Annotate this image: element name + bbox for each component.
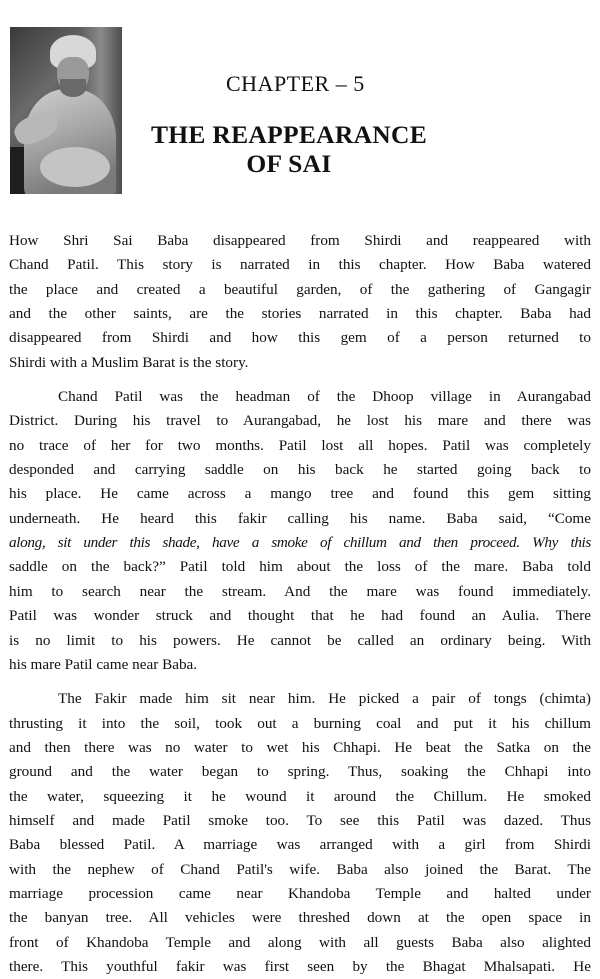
text-line: there. This youthful fakir was first seen by the Bhagat Mhalsapati. He bbox=[9, 957, 591, 975]
text-line: the water, squeezing it he wound it around the Chillum. He smoked bbox=[9, 787, 591, 805]
text-line: his mare Patil came near Baba. bbox=[9, 655, 198, 673]
sai-baba-portrait bbox=[10, 27, 122, 194]
chapter-title-line: OF SAI bbox=[246, 149, 332, 178]
text-line: his place. He came across a mango tree and found this gem sitting bbox=[9, 485, 591, 503]
text-line: Chand Patil. This story is narrated in this chapter. How Baba watered bbox=[9, 256, 591, 274]
text-line: District. During his travel to Aurangabad, he lost his mare and there was bbox=[9, 412, 591, 430]
paragraph-3 bbox=[9, 687, 591, 979]
text-line: no trace of her for two months. Patil lost all hopes. Patil was completely bbox=[9, 436, 591, 454]
text-line: The Fakir made him sit near him. He picked a pair of tongs (chimta) bbox=[58, 690, 591, 708]
paragraph-2 bbox=[9, 385, 591, 677]
text-line: disappeared from Shirdi and how this gem of a person returned to bbox=[9, 329, 591, 347]
text-line: front of Khandoba Temple and along with all guests Baba also alighted bbox=[9, 933, 591, 951]
text-line: and then there was no water to wet his Chhapi. He beat the Satka on the bbox=[9, 738, 591, 756]
text-line: and the other saints, are the stories narrated in this chapter. Baba had bbox=[9, 305, 591, 323]
text-line: the place and created a beautiful garden, of the gathering of Gangagir bbox=[9, 280, 591, 298]
text-line: marriage procession came near Khandoba Temple and halted under bbox=[9, 884, 591, 902]
text-line: Patil was wonder struck and thought that he had found an Aulia. There bbox=[9, 607, 591, 625]
text-line: desponded and carrying saddle on his back he started going back to bbox=[9, 461, 591, 479]
text-line: the banyan tree. All vehicles were threshed down at the open space in bbox=[9, 909, 591, 927]
chapter-body bbox=[9, 229, 591, 979]
text-line: him to search near the stream. And the mare was found immediately. bbox=[9, 582, 591, 600]
text-line: thrusting it into the soil, took out a burning coal and put it his chillum bbox=[9, 714, 591, 732]
text-line: along, sit under this shade, have a smoke of chillum and then proceed. Why this bbox=[9, 534, 591, 552]
text-line: saddle on the back?” Patil told him about the loss of the mare. Baba told bbox=[9, 558, 591, 576]
chapter-title-line: THE REAPPEARANCE bbox=[150, 120, 428, 149]
text-line: is no limit to his powers. He cannot be called an ordinary being. With bbox=[9, 631, 591, 649]
chapter-title bbox=[130, 120, 448, 178]
chapter-label: CHAPTER – 5 bbox=[226, 71, 365, 96]
text-line: Baba blessed Patil. A marriage was arranged with a girl from Shirdi bbox=[9, 836, 591, 854]
text-line: underneath. He heard this fakir calling his name. Baba said, “Come bbox=[9, 509, 591, 527]
text-line: Shirdi with a Muslim Barat is the story. bbox=[9, 353, 249, 371]
paragraph-1 bbox=[9, 229, 591, 375]
text-line: himself and made Patil smoke too. To see this Patil was dazed. Thus bbox=[9, 811, 591, 829]
text-line: with the nephew of Chand Patil's wife. Baba also joined the Barat. The bbox=[9, 860, 591, 878]
text-line: ground and the water began to spring. Thus, soaking the Chhapi into bbox=[9, 763, 591, 781]
text-line: Chand Patil was the headman of the Dhoop village in Aurangabad bbox=[58, 388, 591, 406]
text-line: How Shri Sai Baba disappeared from Shirdi and reappeared with bbox=[9, 232, 591, 249]
